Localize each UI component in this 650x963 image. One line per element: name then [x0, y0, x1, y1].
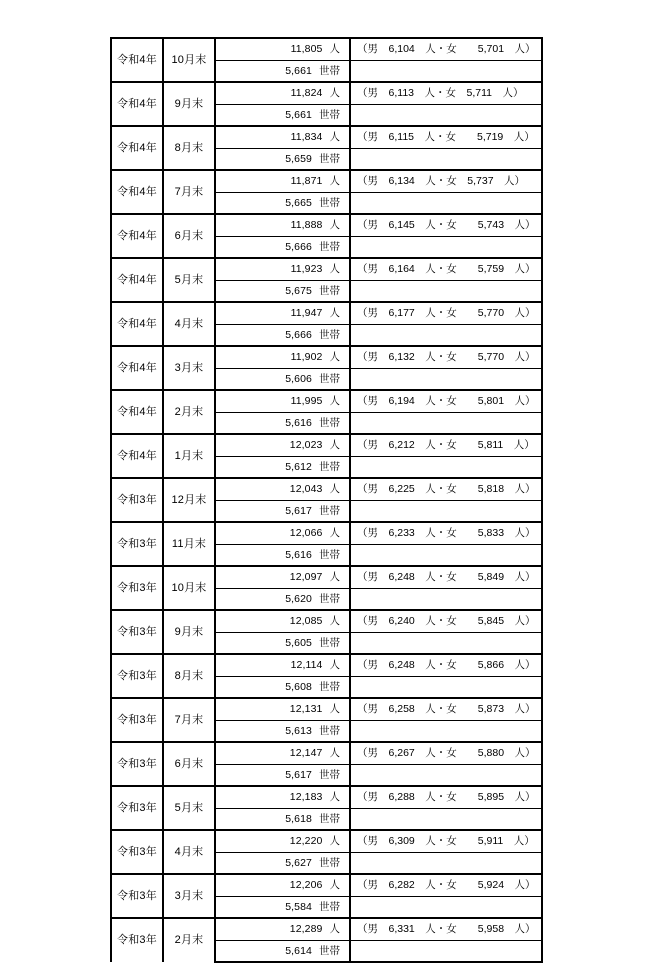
gender-breakdown-cell — [350, 390, 542, 412]
household-value: 5,661 — [285, 64, 312, 77]
population-value: 12,206 — [289, 879, 323, 891]
population-cell — [215, 522, 350, 544]
era-year-cell: 令和4年 — [111, 126, 163, 170]
population-unit: 人 — [329, 879, 340, 891]
population-value: 12,097 — [289, 571, 323, 583]
household-unit: 世帯 — [319, 636, 340, 649]
empty-cell — [350, 104, 542, 126]
era-year-cell: 令和4年 — [111, 82, 163, 126]
empty-cell — [350, 192, 542, 214]
empty-cell — [350, 60, 542, 82]
population-value: 11,888 — [290, 219, 323, 231]
empty-cell — [350, 324, 542, 346]
gender-breakdown-cell — [350, 742, 542, 764]
month-cell: 9月末 — [163, 610, 215, 654]
household-cell — [215, 500, 350, 522]
population-value: 12,147 — [289, 747, 323, 759]
gender-breakdown-cell — [350, 610, 542, 632]
population-cell — [215, 830, 350, 852]
table-row — [111, 390, 542, 412]
household-cell — [215, 236, 350, 258]
month-cell: 2月末 — [163, 918, 215, 962]
era-year-cell: 令和4年 — [111, 434, 163, 478]
population-cell — [215, 390, 350, 412]
month-cell: 8月末 — [163, 654, 215, 698]
population-value: 12,183 — [289, 791, 323, 803]
household-value: 5,606 — [285, 372, 312, 385]
era-year-cell: 令和3年 — [111, 478, 163, 522]
population-cell — [215, 82, 350, 104]
table-row — [111, 654, 542, 676]
population-value: 11,871 — [290, 175, 323, 187]
month-cell: 10月末 — [163, 38, 215, 82]
population-cell — [215, 126, 350, 148]
era-year-cell: 令和3年 — [111, 654, 163, 698]
population-value: 11,995 — [290, 395, 323, 407]
month-cell: 6月末 — [163, 742, 215, 786]
population-cell — [215, 170, 350, 192]
household-cell — [215, 544, 350, 566]
gender-breakdown-text: （男 6,248 人・女 5,849 人） — [357, 571, 536, 583]
household-value: 5,659 — [285, 152, 312, 165]
era-year-cell: 令和3年 — [111, 698, 163, 742]
household-unit: 世帯 — [319, 240, 340, 253]
population-cell — [215, 874, 350, 896]
gender-breakdown-cell — [350, 566, 542, 588]
gender-breakdown-text: （男 6,212 人・女 5,811 人） — [357, 439, 535, 451]
household-value: 5,620 — [285, 592, 312, 605]
population-value: 12,085 — [289, 615, 323, 627]
month-cell: 4月末 — [163, 830, 215, 874]
household-value: 5,666 — [285, 328, 312, 341]
gender-breakdown-cell — [350, 82, 542, 104]
table-row — [111, 214, 542, 236]
household-cell — [215, 940, 350, 962]
gender-breakdown-text: （男 6,309 人・女 5,911 人） — [357, 835, 535, 847]
era-year-cell: 令和3年 — [111, 830, 163, 874]
population-unit: 人 — [329, 439, 340, 451]
era-year-cell: 令和4年 — [111, 38, 163, 82]
population-value: 12,220 — [289, 835, 323, 847]
population-cell — [215, 918, 350, 940]
gender-breakdown-text: （男 6,288 人・女 5,895 人） — [357, 791, 536, 803]
population-value: 12,131 — [289, 703, 323, 715]
gender-breakdown-text: （男 6,104 人・女 5,701 人） — [357, 43, 536, 55]
month-cell: 3月末 — [163, 346, 215, 390]
table-body — [111, 38, 542, 962]
gender-breakdown-cell — [350, 830, 542, 852]
gender-breakdown-text: （男 6,233 人・女 5,833 人） — [357, 527, 536, 539]
population-cell — [215, 654, 350, 676]
empty-cell — [350, 676, 542, 698]
table-row — [111, 566, 542, 588]
empty-cell — [350, 456, 542, 478]
household-value: 5,616 — [285, 548, 312, 561]
month-cell: 12月末 — [163, 478, 215, 522]
population-unit: 人 — [329, 747, 340, 759]
table-row — [111, 786, 542, 808]
household-cell — [215, 280, 350, 302]
population-value: 11,824 — [290, 87, 323, 99]
month-cell: 7月末 — [163, 698, 215, 742]
household-cell — [215, 412, 350, 434]
population-cell — [215, 566, 350, 588]
population-unit: 人 — [329, 263, 340, 275]
empty-cell — [350, 896, 542, 918]
household-cell — [215, 720, 350, 742]
household-value: 5,617 — [285, 768, 312, 781]
population-unit: 人 — [329, 615, 340, 627]
population-unit: 人 — [329, 571, 340, 583]
gender-breakdown-text: （男 6,113 人・女 5,711 人） — [357, 87, 524, 99]
household-unit: 世帯 — [319, 944, 340, 957]
population-value: 12,289 — [289, 923, 323, 935]
gender-breakdown-cell — [350, 258, 542, 280]
household-unit: 世帯 — [319, 592, 340, 605]
empty-cell — [350, 588, 542, 610]
household-cell — [215, 60, 350, 82]
gender-breakdown-cell — [350, 214, 542, 236]
month-cell: 9月末 — [163, 82, 215, 126]
gender-breakdown-cell — [350, 522, 542, 544]
population-value: 11,947 — [290, 307, 323, 319]
household-unit: 世帯 — [319, 416, 340, 429]
table-row — [111, 38, 542, 60]
household-unit: 世帯 — [319, 548, 340, 561]
table-row — [111, 522, 542, 544]
household-value: 5,584 — [285, 900, 312, 913]
empty-cell — [350, 236, 542, 258]
gender-breakdown-cell — [350, 434, 542, 456]
era-year-cell: 令和3年 — [111, 566, 163, 610]
gender-breakdown-text: （男 6,225 人・女 5,818 人） — [357, 483, 536, 495]
gender-breakdown-text: （男 6,132 人・女 5,770 人） — [357, 351, 536, 363]
gender-breakdown-cell — [350, 302, 542, 324]
population-value: 12,023 — [289, 439, 323, 451]
table-row — [111, 82, 542, 104]
household-value: 5,612 — [285, 460, 312, 473]
table-row — [111, 434, 542, 456]
population-unit: 人 — [329, 87, 340, 99]
empty-cell — [350, 808, 542, 830]
household-value: 5,661 — [285, 108, 312, 121]
household-unit: 世帯 — [319, 856, 340, 869]
era-year-cell: 令和3年 — [111, 610, 163, 654]
population-unit: 人 — [329, 703, 340, 715]
empty-cell — [350, 500, 542, 522]
gender-breakdown-text: （男 6,134 人・女 5,737 人） — [357, 175, 526, 187]
month-cell: 5月末 — [163, 786, 215, 830]
population-unit: 人 — [329, 131, 340, 143]
table-row — [111, 346, 542, 368]
gender-breakdown-text: （男 6,194 人・女 5,801 人） — [357, 395, 536, 407]
household-unit: 世帯 — [319, 768, 340, 781]
population-unit: 人 — [329, 219, 340, 231]
household-unit: 世帯 — [319, 680, 340, 693]
population-statistics-table — [110, 37, 543, 963]
household-unit: 世帯 — [319, 812, 340, 825]
population-cell — [215, 610, 350, 632]
household-cell — [215, 324, 350, 346]
population-cell — [215, 38, 350, 60]
population-cell — [215, 346, 350, 368]
month-cell: 3月末 — [163, 874, 215, 918]
household-cell — [215, 632, 350, 654]
population-cell — [215, 478, 350, 500]
gender-breakdown-cell — [350, 38, 542, 60]
table-row — [111, 478, 542, 500]
table-row — [111, 918, 542, 940]
table-row — [111, 742, 542, 764]
household-cell — [215, 148, 350, 170]
population-unit: 人 — [329, 351, 340, 363]
empty-cell — [350, 368, 542, 390]
household-unit: 世帯 — [319, 196, 340, 209]
household-value: 5,675 — [285, 284, 312, 297]
household-unit: 世帯 — [319, 328, 340, 341]
population-unit: 人 — [329, 923, 340, 935]
population-unit: 人 — [329, 659, 340, 671]
era-year-cell: 令和4年 — [111, 346, 163, 390]
empty-cell — [350, 852, 542, 874]
gender-breakdown-text: （男 6,248 人・女 5,866 人） — [357, 659, 536, 671]
population-value: 11,902 — [290, 351, 323, 363]
month-cell: 2月末 — [163, 390, 215, 434]
household-value: 5,666 — [285, 240, 312, 253]
era-year-cell: 令和4年 — [111, 214, 163, 258]
gender-breakdown-cell — [350, 654, 542, 676]
population-unit: 人 — [329, 791, 340, 803]
era-year-cell: 令和3年 — [111, 522, 163, 566]
household-cell — [215, 456, 350, 478]
household-cell — [215, 676, 350, 698]
household-unit: 世帯 — [319, 724, 340, 737]
gender-breakdown-cell — [350, 478, 542, 500]
month-cell: 1月末 — [163, 434, 215, 478]
household-unit: 世帯 — [319, 372, 340, 385]
household-value: 5,616 — [285, 416, 312, 429]
month-cell: 4月末 — [163, 302, 215, 346]
household-value: 5,665 — [285, 196, 312, 209]
era-year-cell: 令和3年 — [111, 918, 163, 962]
era-year-cell: 令和4年 — [111, 258, 163, 302]
household-cell — [215, 104, 350, 126]
empty-cell — [350, 940, 542, 962]
household-unit: 世帯 — [319, 152, 340, 165]
gender-breakdown-cell — [350, 698, 542, 720]
population-unit: 人 — [329, 483, 340, 495]
table-row — [111, 258, 542, 280]
household-cell — [215, 852, 350, 874]
population-cell — [215, 786, 350, 808]
table-row — [111, 874, 542, 896]
gender-breakdown-cell — [350, 786, 542, 808]
household-value: 5,618 — [285, 812, 312, 825]
household-cell — [215, 588, 350, 610]
population-cell — [215, 742, 350, 764]
month-cell: 8月末 — [163, 126, 215, 170]
population-unit: 人 — [329, 43, 340, 55]
gender-breakdown-text: （男 6,145 人・女 5,743 人） — [357, 219, 536, 231]
household-unit: 世帯 — [319, 64, 340, 77]
population-unit: 人 — [329, 395, 340, 407]
gender-breakdown-cell — [350, 170, 542, 192]
household-value: 5,605 — [285, 636, 312, 649]
household-value: 5,614 — [285, 944, 312, 957]
population-cell — [215, 258, 350, 280]
table-row — [111, 170, 542, 192]
empty-cell — [350, 148, 542, 170]
population-unit: 人 — [329, 835, 340, 847]
population-cell — [215, 214, 350, 236]
population-value: 12,066 — [289, 527, 323, 539]
era-year-cell: 令和4年 — [111, 390, 163, 434]
era-year-cell: 令和3年 — [111, 786, 163, 830]
household-value: 5,608 — [285, 680, 312, 693]
gender-breakdown-text: （男 6,164 人・女 5,759 人） — [357, 263, 536, 275]
population-unit: 人 — [329, 175, 340, 187]
household-unit: 世帯 — [319, 900, 340, 913]
household-cell — [215, 368, 350, 390]
empty-cell — [350, 544, 542, 566]
gender-breakdown-text: （男 6,267 人・女 5,880 人） — [357, 747, 536, 759]
gender-breakdown-text: （男 6,331 人・女 5,958 人） — [357, 923, 536, 935]
month-cell: 10月末 — [163, 566, 215, 610]
population-cell — [215, 434, 350, 456]
household-cell — [215, 896, 350, 918]
era-year-cell: 令和3年 — [111, 742, 163, 786]
household-unit: 世帯 — [319, 108, 340, 121]
gender-breakdown-cell — [350, 918, 542, 940]
household-value: 5,613 — [285, 724, 312, 737]
gender-breakdown-text: （男 6,258 人・女 5,873 人） — [357, 703, 536, 715]
population-cell — [215, 698, 350, 720]
gender-breakdown-text: （男 6,115 人・女 5,719 人） — [357, 131, 535, 143]
population-unit: 人 — [329, 527, 340, 539]
table-row — [111, 126, 542, 148]
population-unit: 人 — [329, 307, 340, 319]
month-cell: 5月末 — [163, 258, 215, 302]
population-value: 12,043 — [289, 483, 323, 495]
gender-breakdown-cell — [350, 346, 542, 368]
table-row — [111, 302, 542, 324]
gender-breakdown-text: （男 6,177 人・女 5,770 人） — [357, 307, 536, 319]
table-row — [111, 610, 542, 632]
population-cell — [215, 302, 350, 324]
household-value: 5,617 — [285, 504, 312, 517]
era-year-cell: 令和3年 — [111, 874, 163, 918]
household-cell — [215, 764, 350, 786]
empty-cell — [350, 632, 542, 654]
household-unit: 世帯 — [319, 504, 340, 517]
household-cell — [215, 192, 350, 214]
household-cell — [215, 808, 350, 830]
population-value: 11,923 — [290, 263, 323, 275]
household-unit: 世帯 — [319, 460, 340, 473]
empty-cell — [350, 764, 542, 786]
empty-cell — [350, 720, 542, 742]
empty-cell — [350, 412, 542, 434]
era-year-cell: 令和4年 — [111, 302, 163, 346]
gender-breakdown-text: （男 6,282 人・女 5,924 人） — [357, 879, 536, 891]
month-cell: 11月末 — [163, 522, 215, 566]
population-value: 11,834 — [290, 131, 323, 143]
population-value: 11,805 — [290, 43, 323, 55]
month-cell: 7月末 — [163, 170, 215, 214]
month-cell: 6月末 — [163, 214, 215, 258]
household-unit: 世帯 — [319, 284, 340, 297]
household-value: 5,627 — [285, 856, 312, 869]
table-row — [111, 830, 542, 852]
population-value: 12,114 — [290, 659, 323, 671]
empty-cell — [350, 280, 542, 302]
gender-breakdown-text: （男 6,240 人・女 5,845 人） — [357, 615, 536, 627]
table-row — [111, 698, 542, 720]
gender-breakdown-cell — [350, 126, 542, 148]
era-year-cell: 令和4年 — [111, 170, 163, 214]
gender-breakdown-cell — [350, 874, 542, 896]
